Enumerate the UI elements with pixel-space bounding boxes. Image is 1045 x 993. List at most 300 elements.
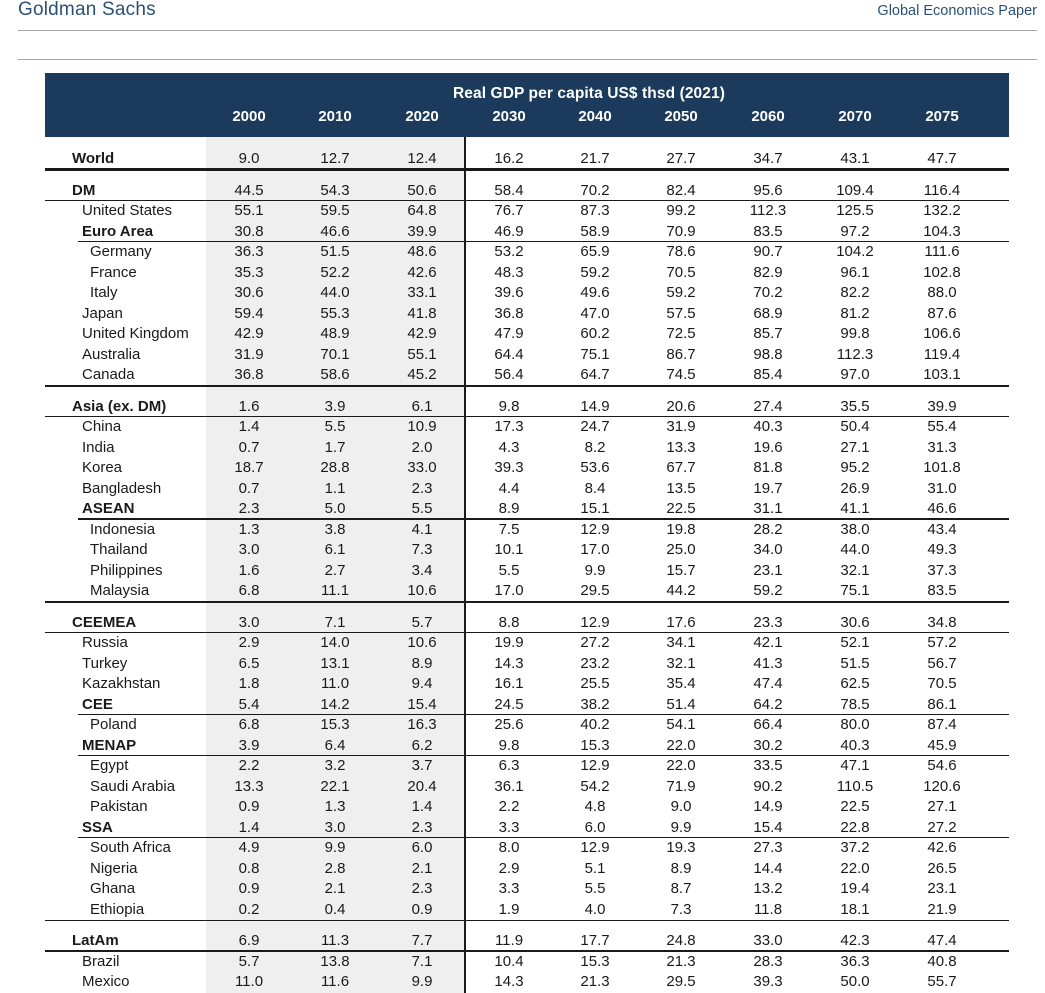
- table-cell: 12.9: [580, 520, 610, 538]
- table-cell: 12.7: [320, 150, 350, 167]
- table-cell: 3.9: [324, 397, 346, 415]
- table-cell: 18.1: [840, 900, 870, 918]
- table-cell: 11.0: [320, 675, 350, 692]
- year-header: 2000: [232, 108, 266, 125]
- table-cell: 19.7: [753, 479, 783, 497]
- table-cell: 24.8: [666, 932, 696, 949]
- table-cell: 32.1: [666, 654, 696, 672]
- table-cell: 36.3: [234, 243, 264, 260]
- table-cell: 5.7: [238, 952, 260, 970]
- table-cell: 28.2: [753, 520, 783, 538]
- table-cell: 82.4: [666, 181, 696, 199]
- row-label: Ethiopia: [90, 900, 145, 918]
- table-caption: Real GDP per capita US$ thsd (2021): [453, 85, 725, 102]
- table-cell: 39.3: [753, 973, 783, 990]
- table-cell: 36.8: [234, 366, 264, 383]
- table-cell: 10.4: [494, 952, 524, 970]
- table-cell: 1.3: [238, 520, 260, 538]
- table-cell: 83.5: [927, 582, 957, 599]
- table-row: [45, 756, 1009, 777]
- table-cell: 33.1: [407, 284, 437, 301]
- table-row: [45, 397, 1009, 418]
- table-cell: 27.1: [927, 798, 957, 815]
- row-label: MENAP: [82, 736, 137, 754]
- table-cell: 64.8: [407, 202, 437, 219]
- table-cell: 2.7: [324, 561, 346, 579]
- table-cell: 29.5: [580, 582, 610, 599]
- group-end-rule: [45, 920, 1009, 922]
- table-row: [45, 654, 1009, 675]
- table-cell: 54.3: [320, 181, 350, 199]
- table-cell: 11.9: [494, 932, 524, 949]
- table-cell: 55.3: [320, 304, 350, 322]
- table-cell: 49.3: [927, 541, 957, 558]
- table-cell: 34.7: [753, 150, 783, 167]
- table-cell: 87.6: [927, 304, 957, 322]
- table-cell: 2.3: [238, 500, 260, 517]
- table-cell: 103.1: [923, 366, 961, 383]
- row-label: Japan: [82, 304, 123, 322]
- table-cell: 50.6: [407, 181, 437, 199]
- table-cell: 12.9: [580, 757, 610, 774]
- table-cell: 22.0: [840, 859, 870, 877]
- table-cell: 42.9: [234, 325, 264, 342]
- table-cell: 39.6: [494, 284, 524, 301]
- table-cell: 68.9: [753, 304, 783, 322]
- table-cell: 3.0: [238, 541, 260, 558]
- table-cell: 2.2: [238, 757, 260, 774]
- table-row: [45, 520, 1009, 541]
- table-cell: 19.3: [666, 839, 696, 856]
- row-label: Asia (ex. DM): [72, 397, 167, 415]
- table-cell: 9.0: [670, 798, 692, 815]
- table-cell: 48.3: [494, 263, 524, 281]
- table-cell: 71.9: [666, 777, 696, 795]
- row-label: Indonesia: [90, 520, 156, 538]
- table-row: [45, 581, 1009, 602]
- table-cell: 21.3: [666, 952, 696, 970]
- table-cell: 34.8: [927, 613, 957, 631]
- table-cell: 31.0: [927, 479, 957, 497]
- table-cell: 20.6: [666, 397, 696, 415]
- table-cell: 5.5: [498, 561, 520, 579]
- table-cell: 74.5: [666, 366, 696, 383]
- row-label: World: [72, 150, 115, 167]
- table-cell: 33.0: [753, 932, 783, 949]
- table-cell: 6.3: [498, 757, 520, 774]
- table-cell: 97.2: [840, 222, 870, 240]
- table-cell: 44.0: [320, 284, 350, 301]
- table-cell: 102.8: [923, 263, 961, 281]
- table-cell: 14.3: [494, 654, 524, 672]
- table-cell: 120.6: [923, 777, 961, 795]
- table-cell: 70.2: [580, 181, 610, 199]
- table-cell: 6.0: [584, 818, 606, 836]
- table-cell: 2.9: [238, 634, 260, 651]
- table-row: [45, 797, 1009, 818]
- row-label: Russia: [82, 634, 128, 651]
- table-cell: 66.4: [753, 716, 783, 733]
- table-cell: 0.8: [238, 859, 260, 877]
- table-cell: 4.8: [584, 798, 606, 815]
- table-cell: 5.0: [324, 500, 346, 517]
- table-row: [45, 438, 1009, 459]
- table-cell: 40.3: [840, 736, 870, 754]
- table-cell: 55.7: [927, 973, 957, 990]
- table-cell: 28.3: [753, 952, 783, 970]
- table-cell: 22.5: [666, 500, 696, 517]
- table-cell: 42.6: [927, 839, 957, 856]
- table-cell: 39.3: [494, 459, 524, 476]
- row-label: France: [90, 263, 137, 281]
- table-cell: 15.3: [580, 736, 610, 754]
- row-label: Bangladesh: [82, 479, 162, 497]
- table-cell: 7.3: [411, 541, 433, 558]
- table-cell: 9.0: [238, 150, 260, 167]
- table-cell: 15.1: [580, 500, 610, 517]
- group-spacer: [45, 170, 1009, 181]
- table-cell: 59.2: [666, 284, 696, 301]
- table-row: [45, 263, 1009, 284]
- table-cell: 96.1: [840, 263, 870, 281]
- table-cell: 13.8: [320, 952, 350, 970]
- table-cell: 85.4: [753, 366, 783, 383]
- table-cell: 5.1: [584, 859, 606, 877]
- table-cell: 60.2: [580, 325, 610, 342]
- table-cell: 10.9: [407, 418, 437, 435]
- table-row: [45, 181, 1009, 202]
- table-cell: 14.2: [320, 695, 350, 713]
- table-cell: 22.8: [840, 818, 870, 836]
- table-cell: 11.3: [320, 932, 350, 949]
- table-cell: 9.9: [670, 818, 692, 836]
- table-cell: 22.5: [840, 798, 870, 815]
- table-cell: 3.7: [411, 757, 433, 774]
- table-cell: 8.9: [498, 500, 520, 517]
- table-cell: 45.9: [927, 736, 957, 754]
- table-cell: 27.2: [927, 818, 957, 836]
- table-cell: 9.9: [411, 973, 433, 990]
- table-cell: 8.8: [498, 613, 520, 631]
- table-cell: 11.8: [753, 900, 783, 918]
- table-cell: 33.0: [407, 459, 437, 476]
- table-cell: 3.4: [411, 561, 433, 579]
- row-label: Nigeria: [90, 859, 138, 877]
- table-cell: 112.3: [749, 202, 787, 219]
- table-cell: 27.2: [580, 634, 610, 651]
- table-cell: 0.7: [238, 438, 260, 456]
- table-cell: 75.1: [840, 582, 870, 599]
- table-cell: 49.6: [580, 284, 610, 301]
- table-cell: 64.2: [753, 695, 783, 713]
- table-cell: 13.3: [234, 777, 264, 795]
- row-label: Kazakhstan: [82, 675, 161, 692]
- table-cell: 13.2: [753, 880, 783, 897]
- table-cell: 43.4: [927, 520, 957, 538]
- table-cell: 47.9: [494, 325, 524, 342]
- table-cell: 21.9: [927, 900, 957, 918]
- table-cell: 40.3: [753, 418, 783, 435]
- row-label: Canada: [82, 366, 135, 383]
- table-cell: 15.4: [753, 818, 783, 836]
- table-cell: 98.8: [753, 345, 783, 363]
- table-cell: 1.8: [238, 675, 260, 692]
- table-cell: 19.9: [494, 634, 524, 651]
- table-cell: 12.9: [580, 613, 610, 631]
- row-label: Thailand: [90, 541, 148, 558]
- table-cell: 80.0: [840, 716, 870, 733]
- table-cell: 31.9: [234, 345, 264, 363]
- row-label: Korea: [82, 459, 123, 476]
- table-cell: 21.3: [580, 973, 610, 990]
- table-cell: 27.7: [666, 150, 696, 167]
- table-row: [45, 879, 1009, 900]
- table-cell: 7.3: [670, 900, 692, 918]
- table-cell: 46.6: [320, 222, 350, 240]
- table-cell: 3.2: [324, 757, 346, 774]
- table-cell: 97.0: [840, 366, 870, 383]
- row-label: Italy: [90, 284, 118, 301]
- table-cell: 90.7: [753, 243, 783, 260]
- table-cell: 53.6: [580, 459, 610, 476]
- row-label: Australia: [82, 345, 141, 363]
- table-cell: 109.4: [836, 181, 874, 199]
- row-label: Egypt: [90, 757, 129, 774]
- table-cell: 1.4: [238, 818, 260, 836]
- row-label: Malaysia: [90, 582, 150, 599]
- table-cell: 47.0: [580, 304, 610, 322]
- table-cell: 14.9: [580, 397, 610, 415]
- table-cell: 21.7: [580, 150, 610, 167]
- group-spacer: [45, 920, 1009, 931]
- table-cell: 16.1: [494, 675, 524, 692]
- table-cell: 119.4: [923, 345, 961, 363]
- table-cell: 27.4: [753, 397, 783, 415]
- table-cell: 5.5: [411, 500, 433, 517]
- table-row: [45, 365, 1009, 386]
- table-cell: 31.9: [666, 418, 696, 435]
- table-cell: 51.4: [666, 695, 696, 713]
- table-header: [45, 73, 1009, 137]
- table-cell: 56.7: [927, 654, 957, 672]
- table-cell: 5.5: [584, 880, 606, 897]
- table-row: [45, 777, 1009, 798]
- table-cell: 5.5: [324, 418, 346, 435]
- table-row: [45, 499, 1009, 520]
- row-label: Poland: [90, 716, 137, 733]
- table-cell: 4.4: [498, 479, 520, 497]
- group-spacer: [45, 137, 1009, 149]
- table-cell: 54.2: [580, 777, 610, 795]
- table-cell: 30.6: [840, 613, 870, 631]
- table-cell: 35.5: [840, 397, 870, 415]
- table-cell: 41.3: [753, 654, 783, 672]
- table-cell: 76.7: [494, 202, 524, 219]
- table-cell: 2.2: [498, 798, 520, 815]
- table-row: [45, 633, 1009, 654]
- group-spacer: [45, 386, 1009, 397]
- table-cell: 31.1: [753, 500, 783, 517]
- table-cell: 16.2: [494, 150, 524, 167]
- table-row: [45, 715, 1009, 736]
- table-row: [45, 561, 1009, 582]
- table-cell: 6.1: [411, 397, 433, 415]
- year-header: 2075: [925, 108, 959, 125]
- table-row: [45, 540, 1009, 561]
- table-cell: 56.4: [494, 366, 524, 383]
- table-cell: 28.8: [320, 459, 350, 476]
- table-cell: 14.0: [320, 634, 350, 651]
- table-cell: 17.0: [580, 541, 610, 558]
- table-cell: 38.0: [840, 520, 870, 538]
- table-cell: 35.3: [234, 263, 264, 281]
- table-cell: 9.4: [411, 675, 433, 692]
- table-cell: 34.0: [753, 541, 783, 558]
- table-cell: 30.6: [234, 284, 264, 301]
- table-cell: 47.4: [927, 932, 957, 949]
- table-cell: 19.8: [666, 520, 696, 538]
- table-cell: 81.2: [840, 304, 870, 322]
- table-cell: 32.1: [840, 561, 870, 579]
- table-cell: 8.0: [498, 839, 520, 856]
- row-label: Mexico: [82, 973, 130, 990]
- table-cell: 47.4: [753, 675, 783, 692]
- group-end-rule: [45, 169, 1009, 171]
- year-header: 2040: [578, 108, 612, 125]
- table-cell: 2.8: [324, 859, 346, 877]
- table-row: [45, 345, 1009, 366]
- table-cell: 22.0: [666, 736, 696, 754]
- table-cell: 47.7: [927, 150, 957, 167]
- table-cell: 2.1: [411, 859, 433, 877]
- year-header: 2060: [751, 108, 785, 125]
- table-cell: 47.1: [840, 757, 870, 774]
- table-cell: 87.3: [580, 202, 610, 219]
- table-row: [45, 201, 1009, 222]
- table-cell: 7.1: [411, 952, 433, 970]
- row-label: SSA: [82, 818, 113, 836]
- table-cell: 5.4: [238, 695, 260, 713]
- brand-logo-text: Goldman Sachs: [18, 0, 156, 20]
- table-cell: 70.9: [666, 222, 696, 240]
- table-cell: 70.5: [666, 263, 696, 281]
- table-cell: 39.9: [407, 222, 437, 240]
- table-cell: 8.9: [411, 654, 433, 672]
- table-cell: 1.7: [324, 438, 346, 456]
- table-cell: 7.7: [411, 932, 433, 949]
- table-cell: 0.9: [411, 900, 433, 918]
- row-label: Ghana: [90, 880, 136, 897]
- table-cell: 2.3: [411, 818, 433, 836]
- table-cell: 11.0: [234, 973, 264, 990]
- table-cell: 54.1: [666, 716, 696, 733]
- row-label: Pakistan: [90, 798, 148, 815]
- table-cell: 59.2: [753, 582, 783, 599]
- table-cell: 0.7: [238, 479, 260, 497]
- table-cell: 58.9: [580, 222, 610, 240]
- year-header: 2030: [492, 108, 526, 125]
- table-cell: 7.1: [324, 613, 346, 631]
- table-cell: 42.9: [407, 325, 437, 342]
- table-cell: 1.9: [498, 900, 520, 918]
- table-cell: 23.1: [753, 561, 783, 579]
- table-cell: 1.4: [238, 418, 260, 435]
- table-cell: 57.5: [666, 304, 696, 322]
- table-cell: 25.6: [494, 716, 524, 733]
- table-cell: 82.2: [840, 284, 870, 301]
- table-cell: 54.6: [927, 757, 957, 774]
- table-cell: 14.4: [753, 859, 783, 877]
- table-cell: 110.5: [836, 777, 874, 795]
- table-cell: 44.5: [234, 181, 264, 199]
- table-cell: 111.6: [924, 243, 960, 260]
- table-cell: 25.5: [580, 675, 610, 692]
- table-row: [45, 304, 1009, 325]
- table-cell: 3.3: [498, 818, 520, 836]
- row-label: United Kingdom: [82, 325, 189, 342]
- table-cell: 78.6: [666, 243, 696, 260]
- table-cell: 0.2: [238, 900, 260, 918]
- table-row: [45, 695, 1009, 716]
- table-cell: 4.9: [238, 839, 260, 856]
- table-cell: 72.5: [666, 325, 696, 342]
- year-header: 2050: [664, 108, 698, 125]
- table-cell: 3.8: [324, 520, 346, 538]
- table-cell: 3.9: [238, 736, 260, 754]
- table-cell: 106.6: [923, 325, 961, 342]
- table-cell: 4.0: [584, 900, 606, 918]
- table-cell: 5.7: [411, 613, 433, 631]
- table-cell: 70.5: [927, 675, 957, 692]
- year-header: 2020: [405, 108, 439, 125]
- table-cell: 7.5: [498, 520, 520, 538]
- table-cell: 13.3: [666, 438, 696, 456]
- table-cell: 116.4: [923, 181, 961, 199]
- table-cell: 35.4: [666, 675, 696, 692]
- table-row: [45, 222, 1009, 243]
- table-cell: 18.7: [234, 459, 264, 476]
- table-cell: 55.4: [927, 418, 957, 435]
- table-cell: 41.8: [407, 304, 437, 322]
- table-cell: 34.1: [666, 634, 696, 651]
- table-cell: 6.5: [238, 654, 260, 672]
- table-cell: 6.9: [238, 932, 260, 949]
- table-cell: 12.9: [580, 839, 610, 856]
- table-cell: 81.8: [753, 459, 783, 476]
- table-cell: 112.3: [836, 345, 874, 363]
- table-cell: 26.5: [927, 859, 957, 877]
- table-cell: 42.1: [753, 634, 783, 651]
- table-cell: 50.4: [840, 418, 870, 435]
- table-row: [45, 736, 1009, 757]
- table-cell: 24.7: [580, 418, 610, 435]
- table-row: [45, 417, 1009, 438]
- table-cell: 51.5: [320, 243, 350, 260]
- table-cell: 23.2: [580, 654, 610, 672]
- table-cell: 55.1: [407, 345, 437, 363]
- table-row: [45, 972, 1009, 993]
- table-cell: 22.1: [320, 777, 350, 795]
- row-label: CEEMEA: [72, 613, 137, 631]
- table-cell: 44.2: [666, 582, 696, 599]
- table-cell: 99.2: [666, 202, 696, 219]
- table-cell: 29.5: [666, 973, 696, 990]
- row-label: Philippines: [90, 561, 163, 579]
- table-cell: 67.7: [666, 459, 696, 476]
- table-cell: 46.9: [494, 222, 524, 240]
- table-cell: 83.5: [753, 222, 783, 240]
- row-label: Turkey: [82, 654, 128, 672]
